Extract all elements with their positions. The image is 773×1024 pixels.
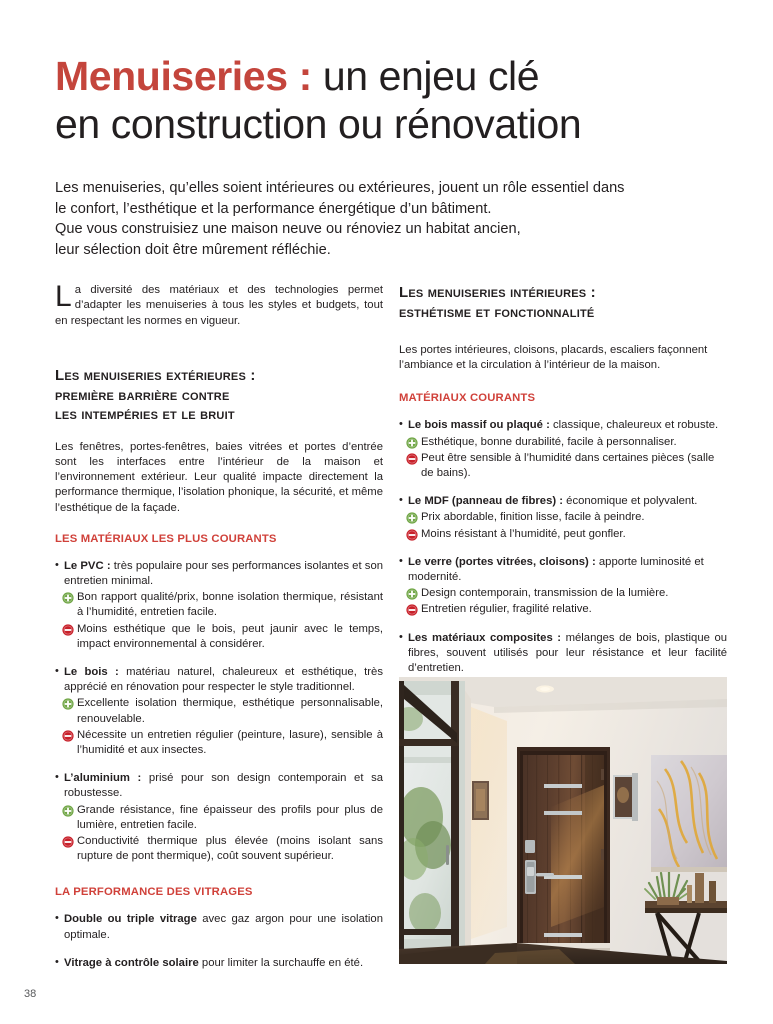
minus-circle-icon: [62, 624, 74, 636]
material-item: [399, 555, 727, 618]
interieures-body: Les portes intérieures, cloisons, placards, escaliers façonnent l’ambiance et la circulation à l’intérieur de la maison.: [399, 344, 708, 372]
glazing-item: [55, 956, 383, 971]
intro-paragraph: [55, 178, 735, 260]
plus-circle-icon: [62, 805, 74, 817]
heading-line-3: les intempéries et le bruit: [55, 406, 235, 424]
page-title: [55, 52, 735, 148]
material-con-line: [55, 728, 383, 758]
material-title-line: [399, 555, 727, 585]
material-con-line: [55, 622, 383, 652]
material-name: L’aluminium :: [64, 772, 142, 785]
plus-circle-icon: [406, 588, 418, 600]
minus-circle-icon: [62, 730, 74, 742]
material-description: économique et polyvalent.: [563, 495, 698, 508]
material-item: [55, 665, 383, 758]
page-title-line-2: en construction ou rénovation: [55, 101, 582, 147]
heading-menuiseries-interieures: [399, 283, 727, 322]
material-pro-line: [55, 590, 383, 620]
material-con-text: Moins esthétique que le bois, peut jaunir avec le temps, impact environnemental à considérer.: [77, 622, 383, 650]
entryway-door-photo: [399, 677, 727, 964]
bullet-icon: •: [399, 494, 403, 507]
material-pro-text: Prix abordable, finition lisse, facile à peindre.: [421, 511, 645, 524]
drop-cap: L: [55, 280, 72, 313]
right-column: [399, 283, 727, 676]
material-con-line: [399, 527, 727, 542]
material-name: Le MDF (panneau de fibres) :: [408, 495, 564, 508]
subheading-materiaux-courants: MATÉRIAUX COURANTS: [399, 392, 536, 405]
material-title-line: [399, 494, 727, 509]
plus-circle-icon: [406, 437, 418, 449]
bullet-icon: •: [55, 912, 59, 925]
material-pro-line: [399, 435, 727, 450]
material-item: [399, 494, 727, 542]
material-description: apporte luminosité et modernité.: [408, 555, 704, 584]
intro-line-2: le confort, l’esthétique et la performance énergétique d’un bâtiment.: [55, 200, 492, 217]
page-title-line-1: [55, 52, 735, 100]
material-name: Le bois massif ou plaqué :: [408, 419, 550, 432]
lead-paragraph-text: a diversité des matériaux et des technologies permet d’adapter les menuiseries à tous les styles et budgets, tout en respectant les normes en vigueur.: [55, 284, 383, 327]
minus-circle-icon: [62, 836, 74, 848]
material-title-line: [55, 559, 383, 589]
material-item: [399, 418, 727, 481]
material-pro-text: Esthétique, bonne durabilité, facile à personnaliser.: [421, 435, 677, 448]
material-item: [399, 631, 727, 677]
material-description: classique, chaleureux et robuste.: [549, 419, 719, 432]
material-con-text: Peut être sensible à l’humidité dans certaines pièces (salle de bains).: [421, 451, 715, 480]
material-con-text: Entretien régulier, fragilité relative.: [421, 603, 592, 616]
glazing-description: pour limiter la surchauffe en été.: [198, 956, 364, 969]
heading-line-2: esthétisme et fonctionnalité: [399, 303, 595, 321]
material-description: matériau naturel, chaleureux et esthétique, très apprécié en rénovation pour respecter le style traditionnel.: [64, 665, 383, 694]
material-pro-text: Design contemporain, transmission de la lumière.: [421, 587, 669, 600]
glazing-item: [55, 912, 383, 942]
intro-line-3: Que vous construisiez une maison neuve ou rénoviez un habitat ancien,: [55, 221, 521, 237]
left-column: [55, 280, 384, 971]
minus-circle-icon: [406, 453, 418, 465]
material-con-line: [399, 602, 727, 617]
heading-line-1: Les menuiseries extérieures :: [55, 367, 256, 385]
material-description: mélanges de bois, plastique ou fibres, souvent utilisés pour leur résistance et leur facilité d’entretien.: [408, 631, 728, 675]
minus-circle-icon: [406, 604, 418, 616]
material-pro-text: Excellente isolation thermique, esthétique personnalisable, renouvelable.: [77, 697, 383, 725]
glazing-title-line: [55, 912, 383, 942]
material-pro-line: [399, 510, 727, 525]
material-name: Le PVC :: [64, 559, 111, 572]
plus-circle-icon: [62, 592, 74, 604]
bullet-icon: •: [399, 418, 403, 431]
glazing-name: Vitrage à contrôle solaire: [64, 956, 199, 969]
material-pro-line: [55, 803, 383, 833]
bullet-icon: •: [55, 558, 59, 571]
subheading-materiaux-courants: LES MATÉRIAUX LES PLUS COURANTS: [55, 532, 277, 545]
material-name: Les matériaux composites :: [408, 631, 562, 644]
glazing-name: Double ou triple vitrage: [64, 913, 197, 926]
exterieures-body: Les fenêtres, portes-fenêtres, baies vitrées et portes d’entrée sont les interfaces entre l’intérieur de la maison et l’environnement extérieur. Leur qualité impacte directement la performance thermique, l’isolation phonique, la sécurité, et même l’esthétique de la façade.: [55, 440, 383, 514]
material-item: [55, 559, 383, 652]
material-con-text: Nécessite un entretien régulier (peinture, lasure), sensible à l’humidité et aux insectes.: [77, 728, 383, 756]
intro-line-1: Les menuiseries, qu’elles soient intérieures ou extérieures, jouent un rôle essentiel dans: [55, 180, 625, 196]
material-title-line: [55, 665, 383, 695]
intro-line-4: leur sélection doit être mûrement réfléchie.: [55, 241, 331, 258]
plus-circle-icon: [406, 512, 418, 524]
page-title-rest: un enjeu clé: [311, 53, 540, 99]
bullet-icon: •: [55, 955, 59, 968]
material-con-text: Moins résistant à l’humidité, peut gonfler.: [421, 527, 626, 540]
heading-menuiseries-exterieures: [55, 366, 383, 425]
heading-line-2: première barrière contre: [55, 386, 230, 404]
material-title-line: [399, 631, 727, 677]
page-number: 38: [24, 988, 37, 1000]
material-name: Le verre (portes vitrées, cloisons) :: [408, 555, 596, 568]
material-title-line: [55, 771, 383, 801]
heading-line-1: Les menuiseries intérieures :: [399, 284, 596, 301]
material-title-line: [399, 418, 727, 433]
material-pro-line: [55, 696, 383, 726]
material-description: prisé pour son design contemporain et sa robustesse.: [64, 772, 384, 800]
material-pro-text: Grande résistance, fine épaisseur des profils pour plus de lumière, entretien facile.: [77, 803, 383, 831]
plus-circle-icon: [62, 698, 74, 710]
material-item: [55, 771, 383, 864]
subheading-performance-vitrages: LA PERFORMANCE DES VITRAGES: [55, 886, 253, 899]
bullet-icon: •: [399, 554, 403, 567]
page-title-accent: Menuiseries :: [55, 53, 312, 99]
bullet-icon: •: [55, 664, 59, 677]
material-description: très populaire pour ses performances isolantes et son entretien minimal.: [64, 559, 384, 587]
material-con-line: [55, 834, 383, 864]
glazing-title-line: [55, 956, 383, 971]
material-con-line: [399, 451, 727, 481]
material-con-text: Conductivité thermique plus élevée (moins isolant sans rupture de pont thermique), coût souvent supérieur.: [77, 834, 383, 863]
bullet-icon: •: [55, 771, 59, 784]
glazing-description: avec gaz argon pour une isolation optimale.: [64, 913, 383, 941]
material-pro-line: [399, 586, 727, 601]
material-name: Le bois :: [64, 665, 119, 678]
lead-paragraph: [55, 280, 383, 329]
material-pro-text: Bon rapport qualité/prix, bonne isolation thermique, résistant à l’humidité, entretien facile.: [77, 591, 383, 619]
bullet-icon: •: [399, 630, 403, 643]
minus-circle-icon: [406, 529, 418, 541]
